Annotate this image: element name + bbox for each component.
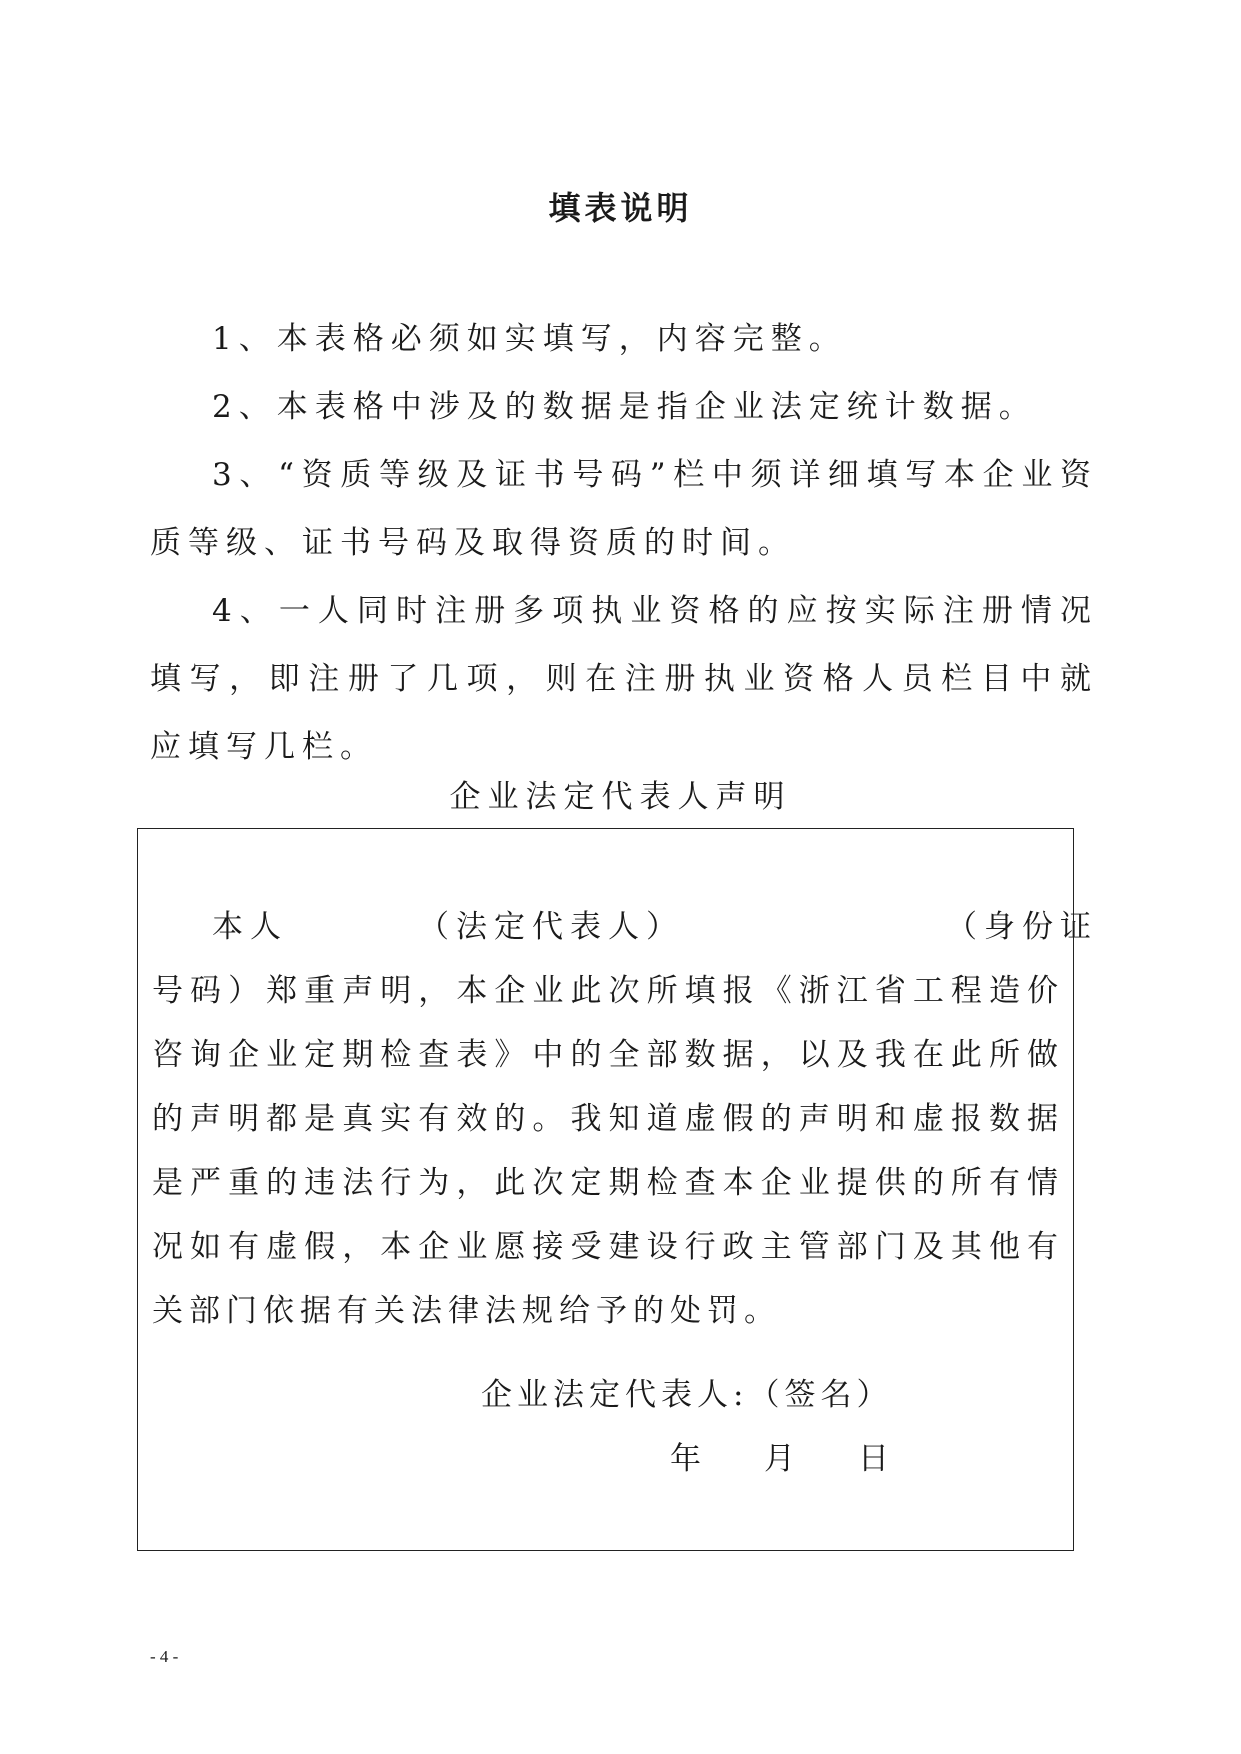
signature-label: 企业法定代表人:（签名）: [481, 1377, 893, 1413]
declaration-box: [137, 828, 1098, 1551]
date-day-label: 日: [858, 1441, 889, 1477]
instruction-item: 3、“资质等级及证书号码”栏中须详细填写本企业资质等级、证书号码及取得资质的时间。: [150, 457, 1098, 561]
declaration-title: 企业法定代表人声明: [449, 779, 792, 815]
declaration-body: 号码）郑重声明，本企业此次所填报《浙江省工程造价咨询企业定期检查表》中的全部数据，以及我在此所做的声明都是真实有效的。我知道虚假的声明和虚报数据是严重的违法行为，此次定期检查本企业提供的所有情况如有虚假，本企业愿接受建设行政主管部门及其他有关部门依据有关法律法规给予的处罚。: [152, 973, 1064, 1329]
page-title: 填表说明: [548, 189, 693, 227]
page-number: - 4 -: [150, 1647, 179, 1666]
declaration-first-line: [138, 901, 1098, 945]
instruction-item: 1、本表格必须如实填写，内容完整。: [212, 321, 847, 357]
legal-representative-label: （法定代表人）: [418, 909, 684, 945]
instruction-item: 2、本表格中涉及的数据是指企业法定统计数据。: [212, 389, 1037, 425]
instructions-list: [150, 305, 1098, 781]
date-month-label: 月: [764, 1441, 795, 1477]
instruction-item: 4、一人同时注册多项执业资格的应按实际注册情况填写，即注册了几项，则在注册执业资格人员栏目中就应填写几栏。: [150, 593, 1098, 765]
date-line: [670, 1433, 889, 1478]
declaration-self-label: 本人: [212, 909, 288, 945]
date-year-label: 年: [670, 1441, 701, 1477]
id-number-label: （身份证: [946, 909, 1098, 945]
